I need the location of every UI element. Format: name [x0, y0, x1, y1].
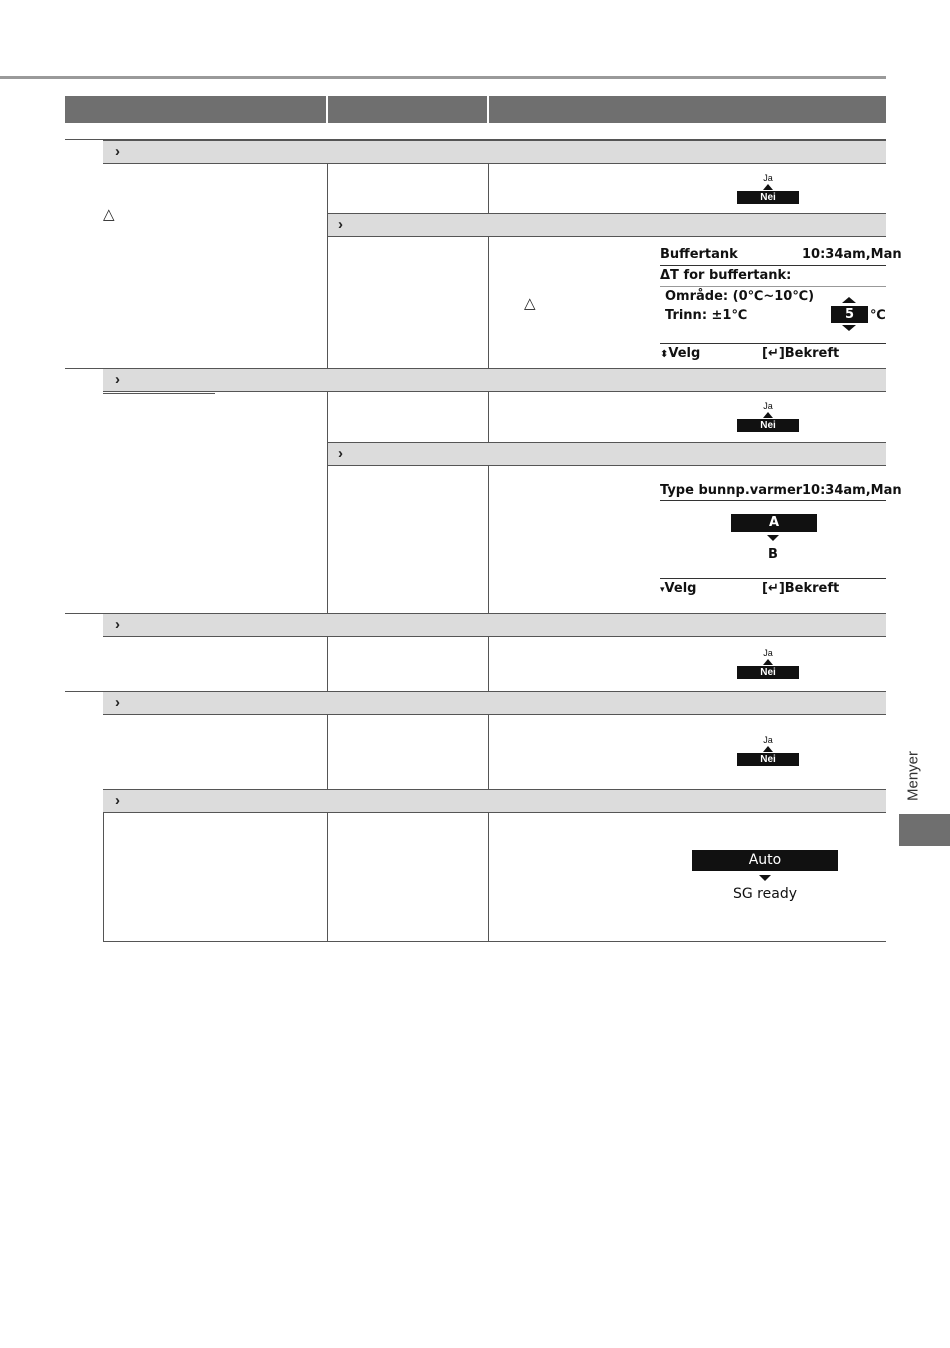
chevron-right-icon: ›: [115, 143, 120, 160]
ja-option[interactable]: Ja: [763, 173, 773, 183]
chevron-right-icon: ›: [115, 616, 120, 633]
column-divider: [488, 164, 489, 368]
table-bottom-rule: [103, 941, 886, 942]
value-up-icon[interactable]: [842, 297, 856, 303]
footer-confirm: [↵]Bekreft: [762, 581, 840, 596]
ja-nei-selector[interactable]: [737, 735, 799, 766]
column-divider: [327, 164, 328, 368]
chevron-right-icon: ›: [338, 445, 343, 462]
column-divider: [488, 813, 489, 942]
screen-title: Buffertank: [660, 247, 738, 262]
ja-nei-selector[interactable]: [737, 401, 799, 432]
nei-option[interactable]: Nei: [737, 419, 799, 432]
column-divider: [488, 637, 489, 691]
up-arrow-icon: [763, 746, 773, 752]
ja-option[interactable]: Ja: [763, 735, 773, 745]
screen-rule: [660, 578, 886, 579]
subsection-bar[interactable]: [328, 442, 886, 466]
screen-rule: [660, 265, 886, 266]
footer-confirm: [↵]Bekreft: [762, 346, 840, 361]
buffertank-screen: [660, 247, 902, 363]
footer-select: ▾Velg: [660, 581, 697, 596]
down-arrow-icon: [767, 535, 779, 541]
ja-nei-selector[interactable]: [737, 173, 799, 204]
section-bar[interactable]: [103, 613, 886, 637]
option-selected[interactable]: A: [731, 514, 817, 532]
section-bar[interactable]: [103, 691, 886, 715]
table-rule: [65, 368, 103, 369]
up-arrow-icon: [763, 659, 773, 665]
nei-option[interactable]: Nei: [737, 753, 799, 766]
footer-select: ⬍Velg: [660, 346, 701, 361]
value-box[interactable]: 5: [831, 306, 868, 323]
table-rule: [65, 691, 103, 692]
side-tab-label: Menyer: [904, 750, 922, 802]
column-divider: [488, 392, 489, 613]
table-header: [65, 96, 886, 123]
table-header-divider: [487, 96, 489, 123]
chevron-right-icon: ›: [115, 694, 120, 711]
auto-screen: [692, 850, 838, 910]
up-arrow-icon: [763, 412, 773, 418]
ja-option[interactable]: Ja: [763, 401, 773, 411]
ja-nei-selector[interactable]: [737, 648, 799, 679]
screen-subtitle: ΔT for buffertank:: [660, 268, 792, 283]
warning-triangle-icon: △: [103, 206, 115, 223]
option-next[interactable]: SG ready: [733, 886, 797, 902]
nei-option[interactable]: Nei: [737, 666, 799, 679]
column-divider: [327, 637, 328, 691]
column-divider: [327, 813, 328, 942]
nei-option[interactable]: Nei: [737, 191, 799, 204]
column-divider: [103, 813, 104, 942]
option-next[interactable]: B: [768, 547, 778, 562]
section-bar[interactable]: [103, 368, 886, 392]
ja-option[interactable]: Ja: [763, 648, 773, 658]
screen-title: Type bunnp.varmer: [660, 483, 803, 498]
down-icon: ▾: [660, 585, 665, 595]
warning-triangle-icon: △: [524, 295, 536, 312]
screen-rule: [660, 286, 886, 287]
screen-rule: [660, 500, 886, 501]
down-arrow-icon: [759, 875, 771, 881]
table-rule: [103, 393, 215, 394]
table-rule: [65, 613, 103, 614]
screen-time: 10:34am,Man: [802, 247, 902, 262]
column-divider: [327, 392, 328, 613]
page-top-rule: [0, 76, 886, 79]
bunnp-screen: [660, 483, 902, 599]
value-down-icon[interactable]: [842, 325, 856, 331]
section-bar[interactable]: [103, 789, 886, 813]
chevron-right-icon: ›: [115, 371, 120, 388]
up-arrow-icon: [763, 184, 773, 190]
side-tab-block[interactable]: [899, 814, 950, 846]
table-header-divider: [326, 96, 328, 123]
range-text: Område: (0℃~10℃): [665, 289, 815, 304]
column-divider: [488, 715, 489, 789]
screen-time: 10:34am,Man: [802, 483, 902, 498]
step-text: Trinn: ±1℃: [665, 308, 748, 323]
up-down-icon: ⬍: [660, 349, 669, 360]
column-divider: [327, 715, 328, 789]
section-bar[interactable]: [103, 140, 886, 164]
chevron-right-icon: ›: [115, 792, 120, 809]
unit-text: ℃: [870, 308, 886, 323]
chevron-right-icon: ›: [338, 216, 343, 233]
option-selected[interactable]: Auto: [692, 850, 838, 871]
subsection-bar[interactable]: [328, 213, 886, 237]
screen-rule: [660, 343, 886, 344]
